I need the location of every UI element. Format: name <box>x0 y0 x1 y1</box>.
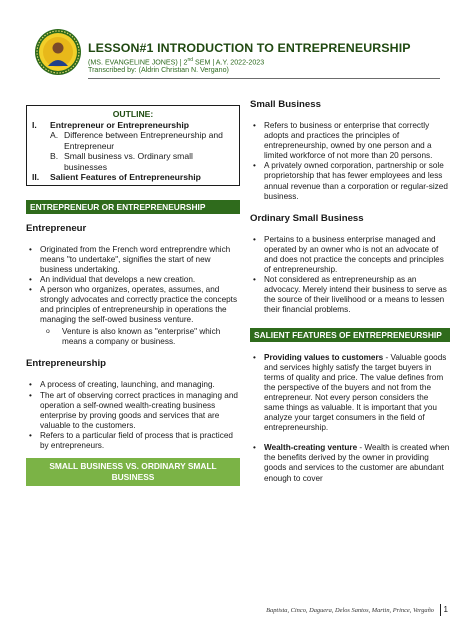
entrepreneurship-list <box>26 380 240 451</box>
section-banner: ENTREPRENEUR OR ENTREPRENEURSHIP <box>26 200 240 214</box>
outline-number: II. <box>32 172 40 182</box>
header-divider <box>88 78 440 79</box>
small-business-list <box>250 121 450 202</box>
list-item <box>250 443 450 483</box>
list-item: • Refers to a particular field of process that is practiced by entrepreneurs. <box>26 431 240 451</box>
list-item: • An individual that develops a new creation. <box>26 275 240 285</box>
list-item: • A privately owned corporation, partnership or sole proprietorship that has fewer employees and less annual revenue than a corporation or regular-sized business. <box>250 161 450 201</box>
outline-text: Small business vs. Ordinary small businesses <box>64 151 193 172</box>
semester-year: SEM | A.Y. 2022-2023 <box>195 58 265 67</box>
outline-box <box>26 105 240 186</box>
outline-text: Entrepreneur or Entrepreneurship <box>50 119 189 130</box>
outline-item <box>32 120 234 131</box>
heading-entrepreneurship: Entrepreneurship <box>26 358 106 370</box>
school-seal-logo <box>34 28 82 76</box>
feature-description: - Wealth is created when the benefits derived by the owner in providing goods and services to the customer are abundant enough to cover <box>264 443 450 483</box>
left-column <box>26 105 240 486</box>
ordinary-business-list <box>250 235 450 316</box>
list-item: • A process of creating, launching, and managing. <box>26 380 240 390</box>
outline-number: B. <box>50 151 59 161</box>
outline-subitem <box>32 151 234 172</box>
list-item: • Not considered as entrepreneurship as an advocacy. Merely intend their business to serve as the source of their livelihood or a means to lessen their financial problems. <box>250 275 450 315</box>
salient-features-list <box>250 353 450 484</box>
outline-number: I. <box>32 119 37 130</box>
semester-number: 2 <box>183 58 188 67</box>
outline-item <box>32 172 234 183</box>
heading-small-business: Small Business <box>250 99 321 110</box>
list-item <box>250 353 450 434</box>
semester-suffix: nd <box>187 57 194 63</box>
lesson-subtitle: (MS. EVANGELINE JONES) | 2nd SEM | A.Y. 2022-2023 <box>88 57 265 67</box>
list-item: • The art of observing correct practices in managing and operation a self-owned wealth-creating business enterprise by proving goods and services that are valuable to the customers. <box>26 391 240 431</box>
feature-name: Providing values to customers <box>264 352 384 362</box>
section-banner: SALIENT FEATURES OF ENTREPRENEURSHIP <box>250 328 450 342</box>
list-item: • Refers to business or enterprise that correctly adopts and practices the principles of entrepreneurship, owned by one person and a limited workforce of not more than 20 persons. <box>250 121 450 161</box>
sub-list-item: o Venture is also known as "enterprise" which means a company or business. <box>26 327 240 347</box>
outline-subitem <box>32 130 234 151</box>
outline-text: Difference between Entrepreneurship and Entrepreneur <box>64 130 223 151</box>
list-item: • Originated from the French word entreprendre which means "to undertake", signifies the start of new business undertaking. <box>26 245 240 275</box>
footer-authors: Baptista, Cinco, Daguera, Delos Santos, Martin, Prince, Vergaño <box>266 607 434 614</box>
feature-description: - Valuable goods and services highly satisfy the target buyers in terms of quality and price. The value defines from the perspective of the buyers and not from the entrepreneur. Not every person considers the same things as valuable. It is important that you analyze your target consumers in the field of entrepreneurship. <box>264 352 447 433</box>
instructor: (MS. EVANGELINE JONES) <box>88 58 178 67</box>
outline-text: Salient Features of Entrepreneurship <box>50 172 201 182</box>
section-banner: SMALL BUSINESS VS. ORDINARY SMALL BUSINESS <box>26 458 240 486</box>
heading-ordinary-small-business: Ordinary Small Business <box>250 212 364 224</box>
lesson-title: LESSON#1 INTRODUCTION TO ENTREPRENEURSHIP <box>88 41 411 55</box>
right-column <box>250 99 450 484</box>
page-number: 1 <box>440 604 448 616</box>
list-item: • Pertains to a business enterprise managed and operated by an owner who is not an advocate of and does not practice the concepts and principles of entrepreneurship. <box>250 235 450 275</box>
heading-entrepreneur: Entrepreneur <box>26 222 87 234</box>
list-item: • A person who organizes, operates, assumes, and strongly advocates and correctly practice the concepts and principles of entrepreneurship in operations the managing the self-owed business venture. <box>26 285 240 325</box>
feature-name: Wealth-creating venture <box>264 443 358 453</box>
outline-number: A. <box>50 130 59 140</box>
outline-title: OUTLINE: <box>112 109 154 119</box>
entrepreneur-list <box>26 245 240 326</box>
transcribed-by: Transcribed by: (Aldrin Christian N. Vergano) <box>88 66 229 74</box>
